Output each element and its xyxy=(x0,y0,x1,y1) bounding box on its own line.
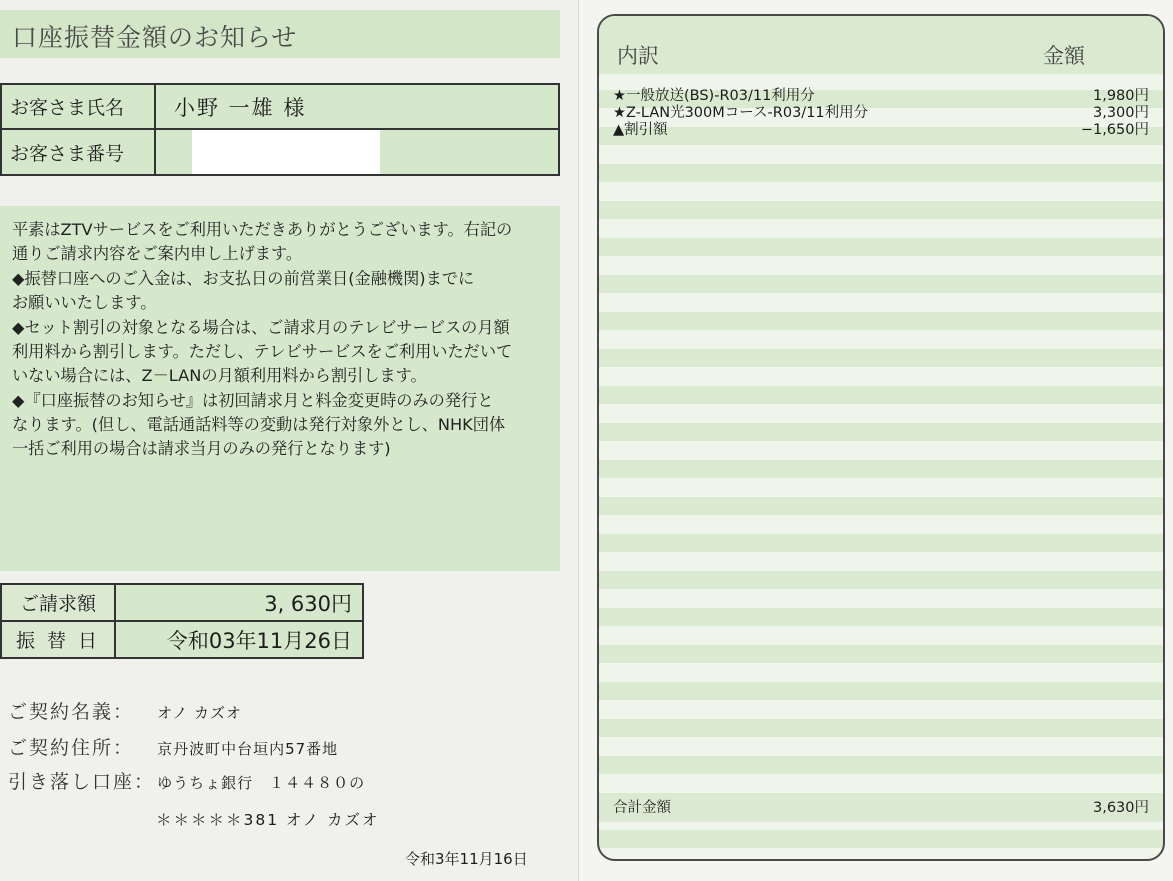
customer-number-cell xyxy=(155,129,559,175)
billing-date-label: 振 替 日 xyxy=(1,621,115,658)
contract-holder-row xyxy=(8,697,242,724)
contract-holder-label: ご契約名義： xyxy=(8,701,135,723)
notice-line: 利用料から割引します。ただし、テレビサービスをご利用いただいて xyxy=(12,342,513,361)
contract-account-label: 引き落し口座： xyxy=(8,771,156,793)
breakdown-item-desc: ★一般放送(BS)-R03/11利用分 xyxy=(613,88,815,104)
page-title: 口座振替金額のお知らせ xyxy=(12,23,298,52)
contract-holder-value: オノ カズオ xyxy=(157,704,242,722)
customer-name-cell xyxy=(155,84,559,129)
breakdown-header-item: 内訳 xyxy=(617,44,659,68)
billing-amount-label: ご請求額 xyxy=(1,584,115,621)
notice-line: 一括ご利用の場合は請求当月のみの発行となります) xyxy=(12,439,391,458)
billing-date-value: 令和03年11月26日 xyxy=(115,621,363,658)
notice-line: いない場合には、Z－LANの月額利用料から割引します。 xyxy=(12,366,427,385)
billing-amount-value: 3, 630円 xyxy=(115,584,363,621)
customer-number-row xyxy=(1,129,559,175)
notice-line: ◆『口座振替のお知らせ』は初回請求月と料金変更時のみの発行と xyxy=(12,391,494,410)
notice-line: 通りご請求内容をご案内申し上げます。 xyxy=(12,244,303,263)
customer-table xyxy=(0,83,560,176)
customer-name-label: お客さま氏名 xyxy=(1,84,155,129)
contract-address-row xyxy=(8,733,338,760)
customer-number-redaction xyxy=(192,130,380,174)
total-label: 合計金額 xyxy=(613,800,671,816)
breakdown-header xyxy=(599,16,1163,74)
notice-line: ◆セット割引の対象となる場合は、ご請求月のテレビサービスの月額 xyxy=(12,318,510,337)
contract-account-value: ゆうちょ銀行 １４４８０の xyxy=(157,774,366,792)
fold-line xyxy=(578,0,579,881)
customer-name-value: 小野 一雄 様 xyxy=(174,95,307,120)
breakdown-item-amount: 3,300円 xyxy=(1092,105,1149,121)
breakdown-item-desc: ★Z-LAN光300Mコース-R03/11利用分 xyxy=(613,105,869,121)
breakdown-header-amount: 金額 xyxy=(1043,44,1085,68)
customer-name-row xyxy=(1,84,559,129)
contract-address-value: 京丹波町中台垣内57番地 xyxy=(157,740,339,758)
breakdown-item-amount: −1,650円 xyxy=(1080,122,1149,138)
notice-line: なります。(但し、電話通話料等の変動は発行対象外とし、NHK団体 xyxy=(12,415,506,434)
contract-account-line2: ＊＊＊＊＊381 オノ カズオ xyxy=(156,811,380,829)
contract-address-label: ご契約住所： xyxy=(8,737,135,759)
breakdown-item-desc: ▲割引額 xyxy=(613,122,668,138)
billing-amount-row xyxy=(1,584,363,621)
breakdown-panel xyxy=(597,14,1165,861)
total-value: 3,630円 xyxy=(1092,800,1149,816)
billing-date-row xyxy=(1,621,363,658)
customer-number-label: お客さま番号 xyxy=(1,129,155,175)
title-band xyxy=(0,10,560,58)
total-band xyxy=(599,794,1163,822)
notice-box xyxy=(0,206,560,571)
breakdown-item-amount: 1,980円 xyxy=(1092,88,1149,104)
notice-line: 平素はZTVサービスをご利用いただきありがとうございます。右記の xyxy=(12,220,513,239)
issue-date: 令和3年11月16日 xyxy=(405,850,528,868)
notice-line: ◆振替口座へのご入金は、お支払日の前営業日(金融機関)までに xyxy=(12,269,475,288)
notice-line: お願いいたします。 xyxy=(12,293,157,312)
billing-table xyxy=(0,583,364,659)
contract-account-row xyxy=(8,767,365,794)
